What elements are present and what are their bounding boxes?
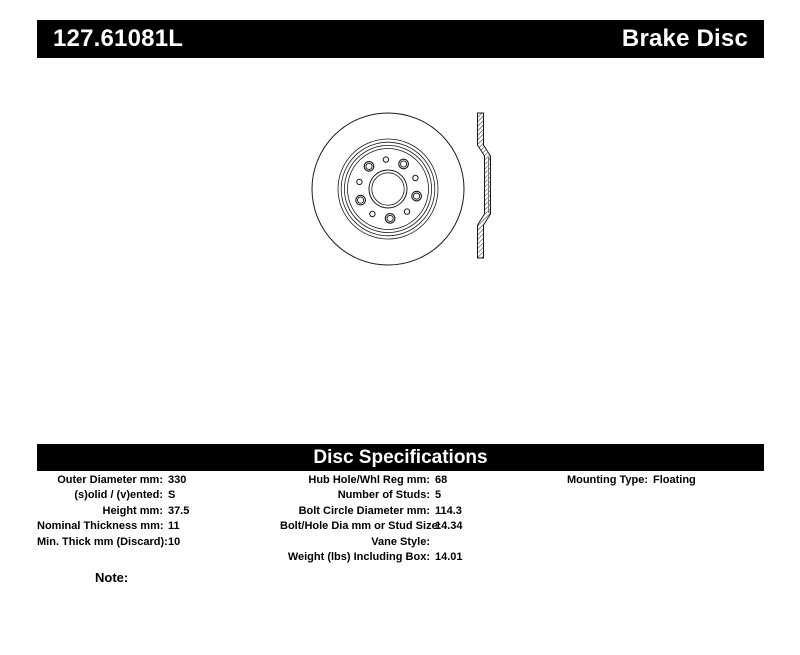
spec-value: 11 bbox=[168, 520, 180, 533]
brake-disc-cross-section bbox=[478, 113, 491, 258]
product-name: Brake Disc bbox=[621, 25, 748, 52]
center-hole-inner bbox=[372, 173, 404, 205]
spec-value: 37.5 bbox=[168, 504, 190, 517]
spec-column-left bbox=[37, 473, 189, 550]
specs-section-title: Disc Specifications bbox=[313, 446, 488, 468]
spec-value: 114.3 bbox=[435, 504, 462, 517]
spec-row bbox=[540, 473, 696, 488]
spec-row bbox=[37, 519, 189, 534]
spec-row bbox=[37, 535, 189, 550]
spec-row bbox=[280, 473, 463, 488]
spec-label: Bolt Circle Diameter mm: bbox=[298, 504, 430, 517]
header-bar bbox=[37, 20, 764, 58]
spec-label: Weight (lbs) Including Box: bbox=[287, 551, 430, 564]
spec-row bbox=[37, 504, 189, 519]
spec-row bbox=[280, 504, 463, 519]
note-label: Note: bbox=[95, 570, 129, 585]
center-hole-outer bbox=[369, 170, 407, 208]
spec-value: 330 bbox=[168, 474, 187, 486]
brake-disc-front-view bbox=[312, 113, 464, 265]
spec-label: Bolt/Hole Dia mm or Stud Size: bbox=[280, 520, 442, 533]
specs-section-header bbox=[37, 444, 764, 471]
spec-value: 10 bbox=[168, 535, 181, 548]
spec-label: Mounting Type: bbox=[566, 474, 648, 486]
hub-ring-circles bbox=[338, 139, 438, 239]
spec-row bbox=[280, 519, 463, 534]
spec-value: S bbox=[168, 489, 176, 502]
spec-row bbox=[280, 550, 463, 565]
spec-column-middle bbox=[280, 473, 463, 565]
spec-label: Height mm: bbox=[102, 504, 163, 517]
spec-value: 5 bbox=[435, 489, 442, 502]
spec-value: 14.34 bbox=[435, 520, 463, 533]
spec-label: Number of Studs: bbox=[337, 489, 430, 502]
spec-label: Vane Style: bbox=[371, 535, 430, 548]
spec-row bbox=[280, 488, 463, 503]
spec-label: Hub Hole/Whl Reg mm: bbox=[308, 474, 430, 486]
spec-label: (s)olid / (v)ented: bbox=[74, 489, 163, 502]
spec-value: 68 bbox=[435, 474, 448, 486]
spec-row bbox=[37, 473, 189, 488]
spec-label: Min. Thick mm (Discard): bbox=[37, 535, 168, 548]
spec-label: Nominal Thickness mm: bbox=[37, 520, 164, 533]
spec-column-right bbox=[540, 473, 696, 488]
part-number: 127.61081L bbox=[53, 25, 184, 52]
outer-edge-circle bbox=[312, 113, 464, 265]
spec-value: Floating bbox=[653, 474, 696, 486]
spec-row bbox=[280, 535, 463, 550]
brake-disc-drawing bbox=[300, 100, 500, 275]
stud-holes bbox=[356, 159, 422, 223]
spec-value: 14.01 bbox=[435, 551, 463, 564]
spec-label: Outer Diameter mm: bbox=[57, 474, 163, 486]
spec-row bbox=[37, 488, 189, 503]
